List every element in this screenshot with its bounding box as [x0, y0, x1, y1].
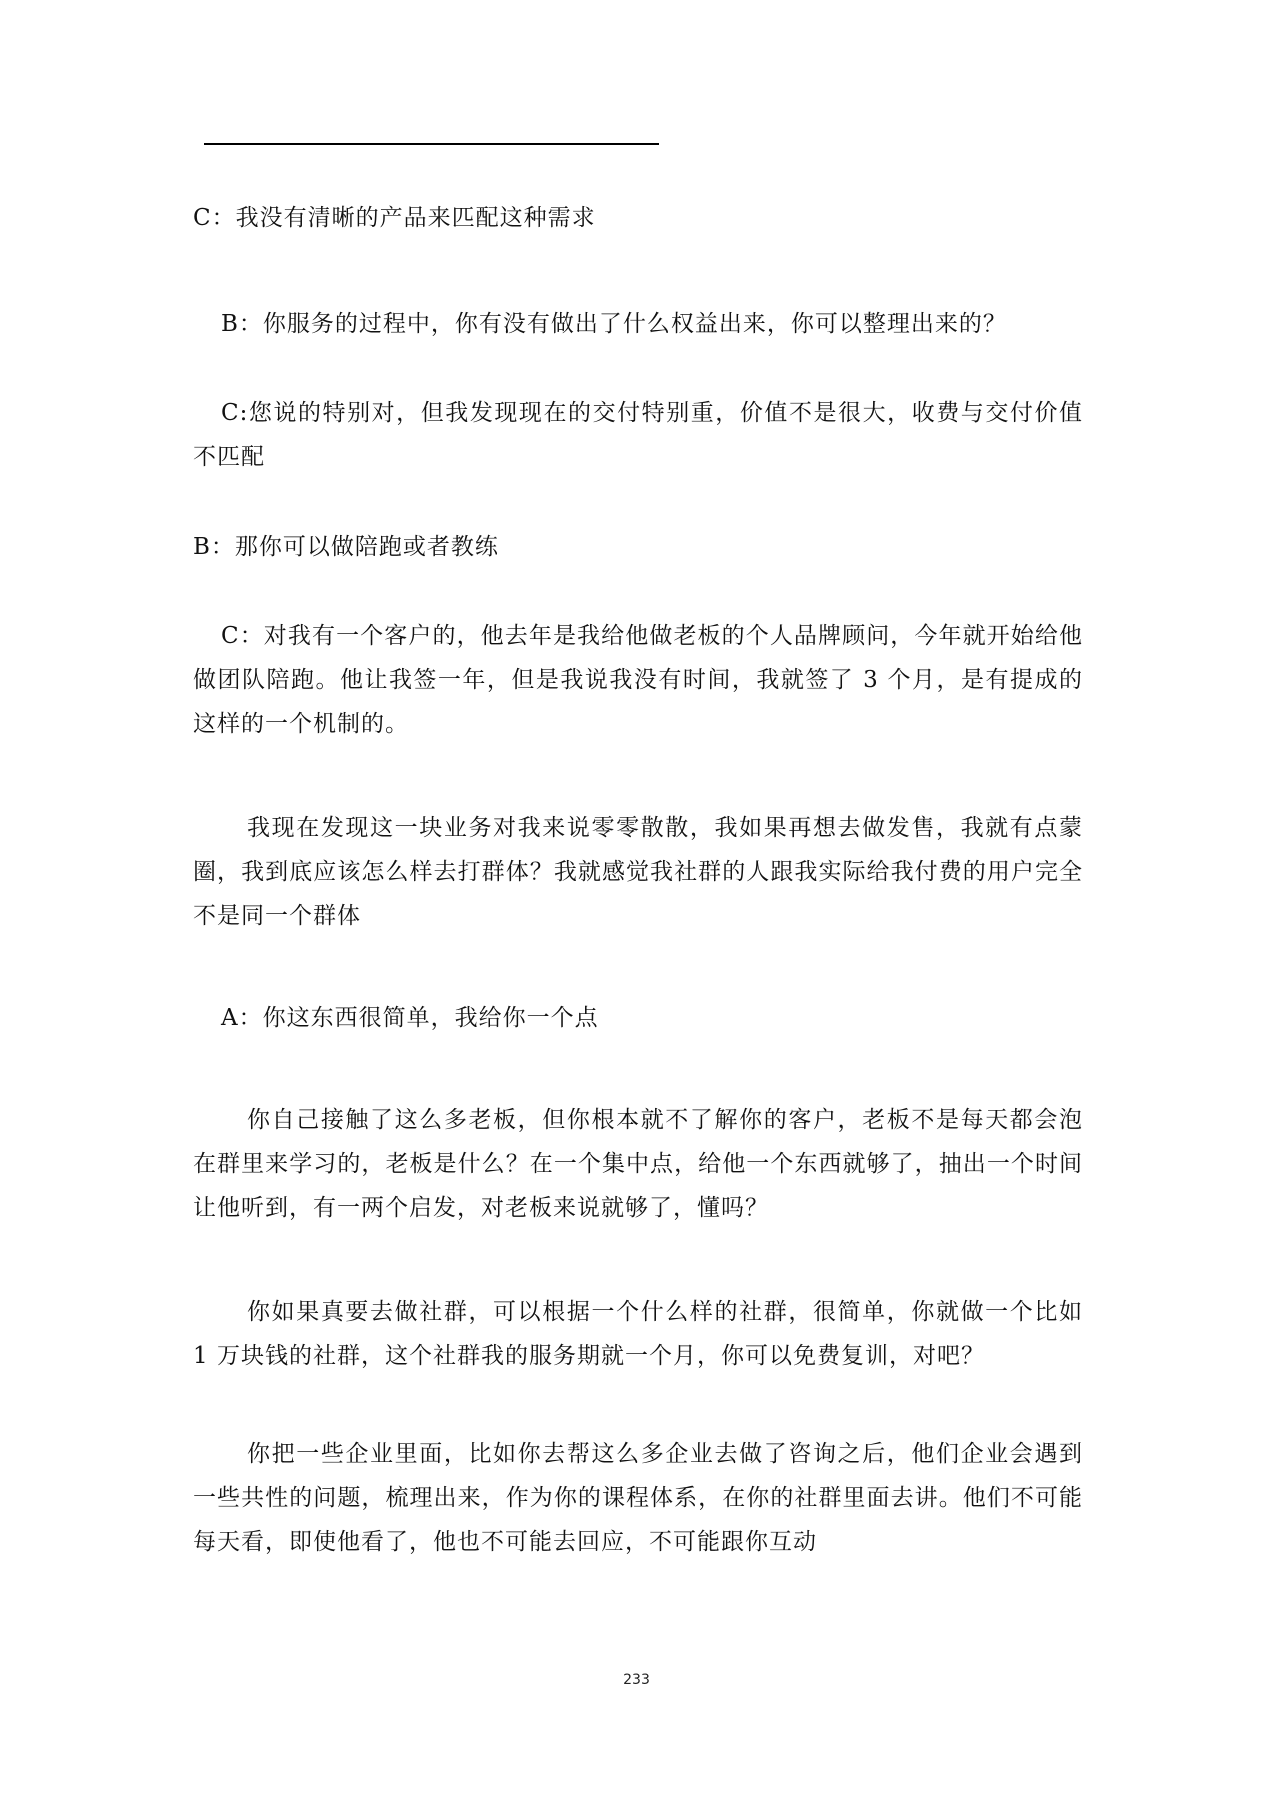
- header-rule: [204, 143, 659, 145]
- dialogue-b-2: B：那你可以做陪跑或者教练: [193, 534, 499, 560]
- dialogue-c-2: C:您说的特别对，但我发现现在的交付特别重，价值不是很大，收费与交付价值不匹配: [193, 400, 1083, 470]
- dialogue-c-4: 我现在发现这一块业务对我来说零零散散，我如果再想去做发售，我就有点蒙圈，我到底应该怎么样去打群体？我就感觉我社群的人跟我实际给我付费的用户完全不是同一个群体: [193, 815, 1083, 929]
- dialogue-b-1: B：你服务的过程中，你有没有做出了什么权益出来，你可以整理出来的？: [221, 311, 1007, 337]
- dialogue-a-2: 你自己接触了这么多老板，但你根本就不了解你的客户，老板不是每天都会泡在群里来学习的，老板是什么？在一个集中点，给他一个东西就够了，抽出一个时间让他听到，有一两个启发，对老板来说就够了，懂吗？: [193, 1107, 1083, 1221]
- dialogue-c-1: C：我没有清晰的产品来匹配这种需求: [193, 205, 596, 231]
- dialogue-a-3: 你如果真要去做社群，可以根据一个什么样的社群，很简单，你就做一个比如 1 万块钱的社群，这个社群我的服务期就一个月，你可以免费复训，对吧？: [193, 1299, 1083, 1369]
- dialogue-a-4: 你把一些企业里面，比如你去帮这么多企业去做了咨询之后，他们企业会遇到一些共性的问题，梳理出来，作为你的课程体系，在你的社群里面去讲。他们不可能每天看，即使他看了，他也不可能去回应，不可能跟你互动: [193, 1441, 1083, 1555]
- page-number: 233: [623, 1672, 650, 1688]
- dialogue-c-3: C：对我有一个客户的，他去年是我给他做老板的个人品牌顾问，今年就开始给他做团队陪跑。他让我签一年，但是我说我没有时间，我就签了 3 个月，是有提成的这样的一个机制的。: [193, 623, 1083, 737]
- dialogue-a-1: A：你这东西很简单，我给你一个点: [221, 1005, 599, 1031]
